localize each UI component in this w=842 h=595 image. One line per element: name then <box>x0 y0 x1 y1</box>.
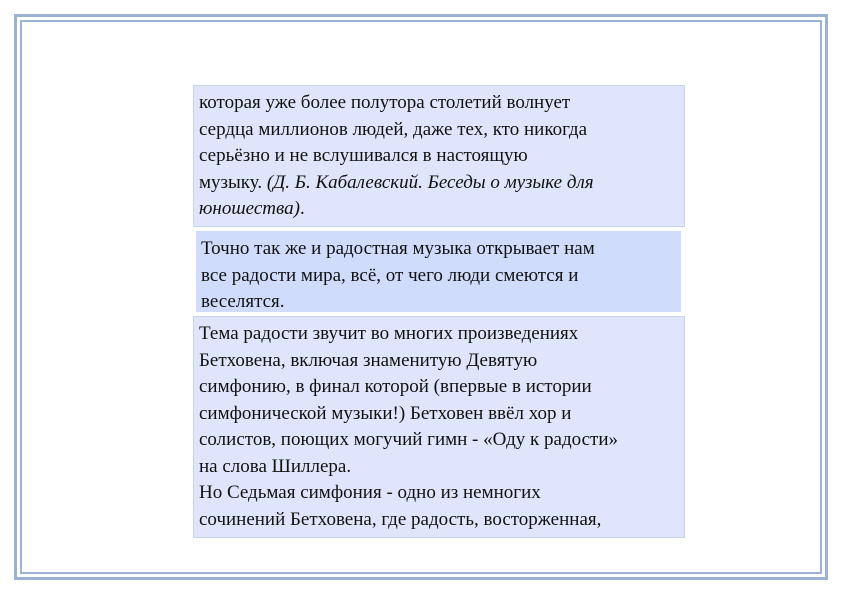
quote-text-block <box>193 85 685 227</box>
text-line: серьёзно и не вслушивался в настоящую <box>199 145 528 166</box>
text-line: Тема радости звучит во многих произведениях <box>199 323 579 344</box>
text-line: которая уже более полутора столетий волнует <box>199 92 571 113</box>
text-line: веселятся. <box>201 291 285 312</box>
text-line: Точно так же и радостная музыка открывает нам <box>201 238 595 259</box>
text-line <box>199 170 679 197</box>
citation: (Д. Б. Кабалевский. Беседы о музыке для <box>266 171 594 193</box>
text-line <box>199 196 679 223</box>
text-line: сочинений Бетховена, где радость, восторженная, <box>199 508 602 530</box>
citation: юношества) <box>199 198 300 219</box>
text-line: симфонию, в финал которой (впервые в истории <box>199 376 592 397</box>
text-line: симфонической музыки!) Бетховен ввёл хор и <box>199 402 572 424</box>
joyful-music-text-block <box>196 231 681 312</box>
text-line: Но Седьмая симфония - одно из немногих <box>199 482 541 503</box>
text-line: все радости мира, всё, от чего люди смеются и <box>201 264 579 286</box>
beethoven-text-block <box>193 316 685 538</box>
text-line: солистов, поющих могучий гимн - «Оду к радости» <box>199 429 618 450</box>
text-fragment: музыку. <box>199 171 267 193</box>
text-line: Бетховена, включая знаменитую Девятую <box>199 349 538 371</box>
text-line: на слова Шиллера. <box>199 455 352 477</box>
text-line: сердца миллионов людей, даже тех, кто никогда <box>199 118 588 140</box>
text-fragment: . <box>299 198 305 219</box>
